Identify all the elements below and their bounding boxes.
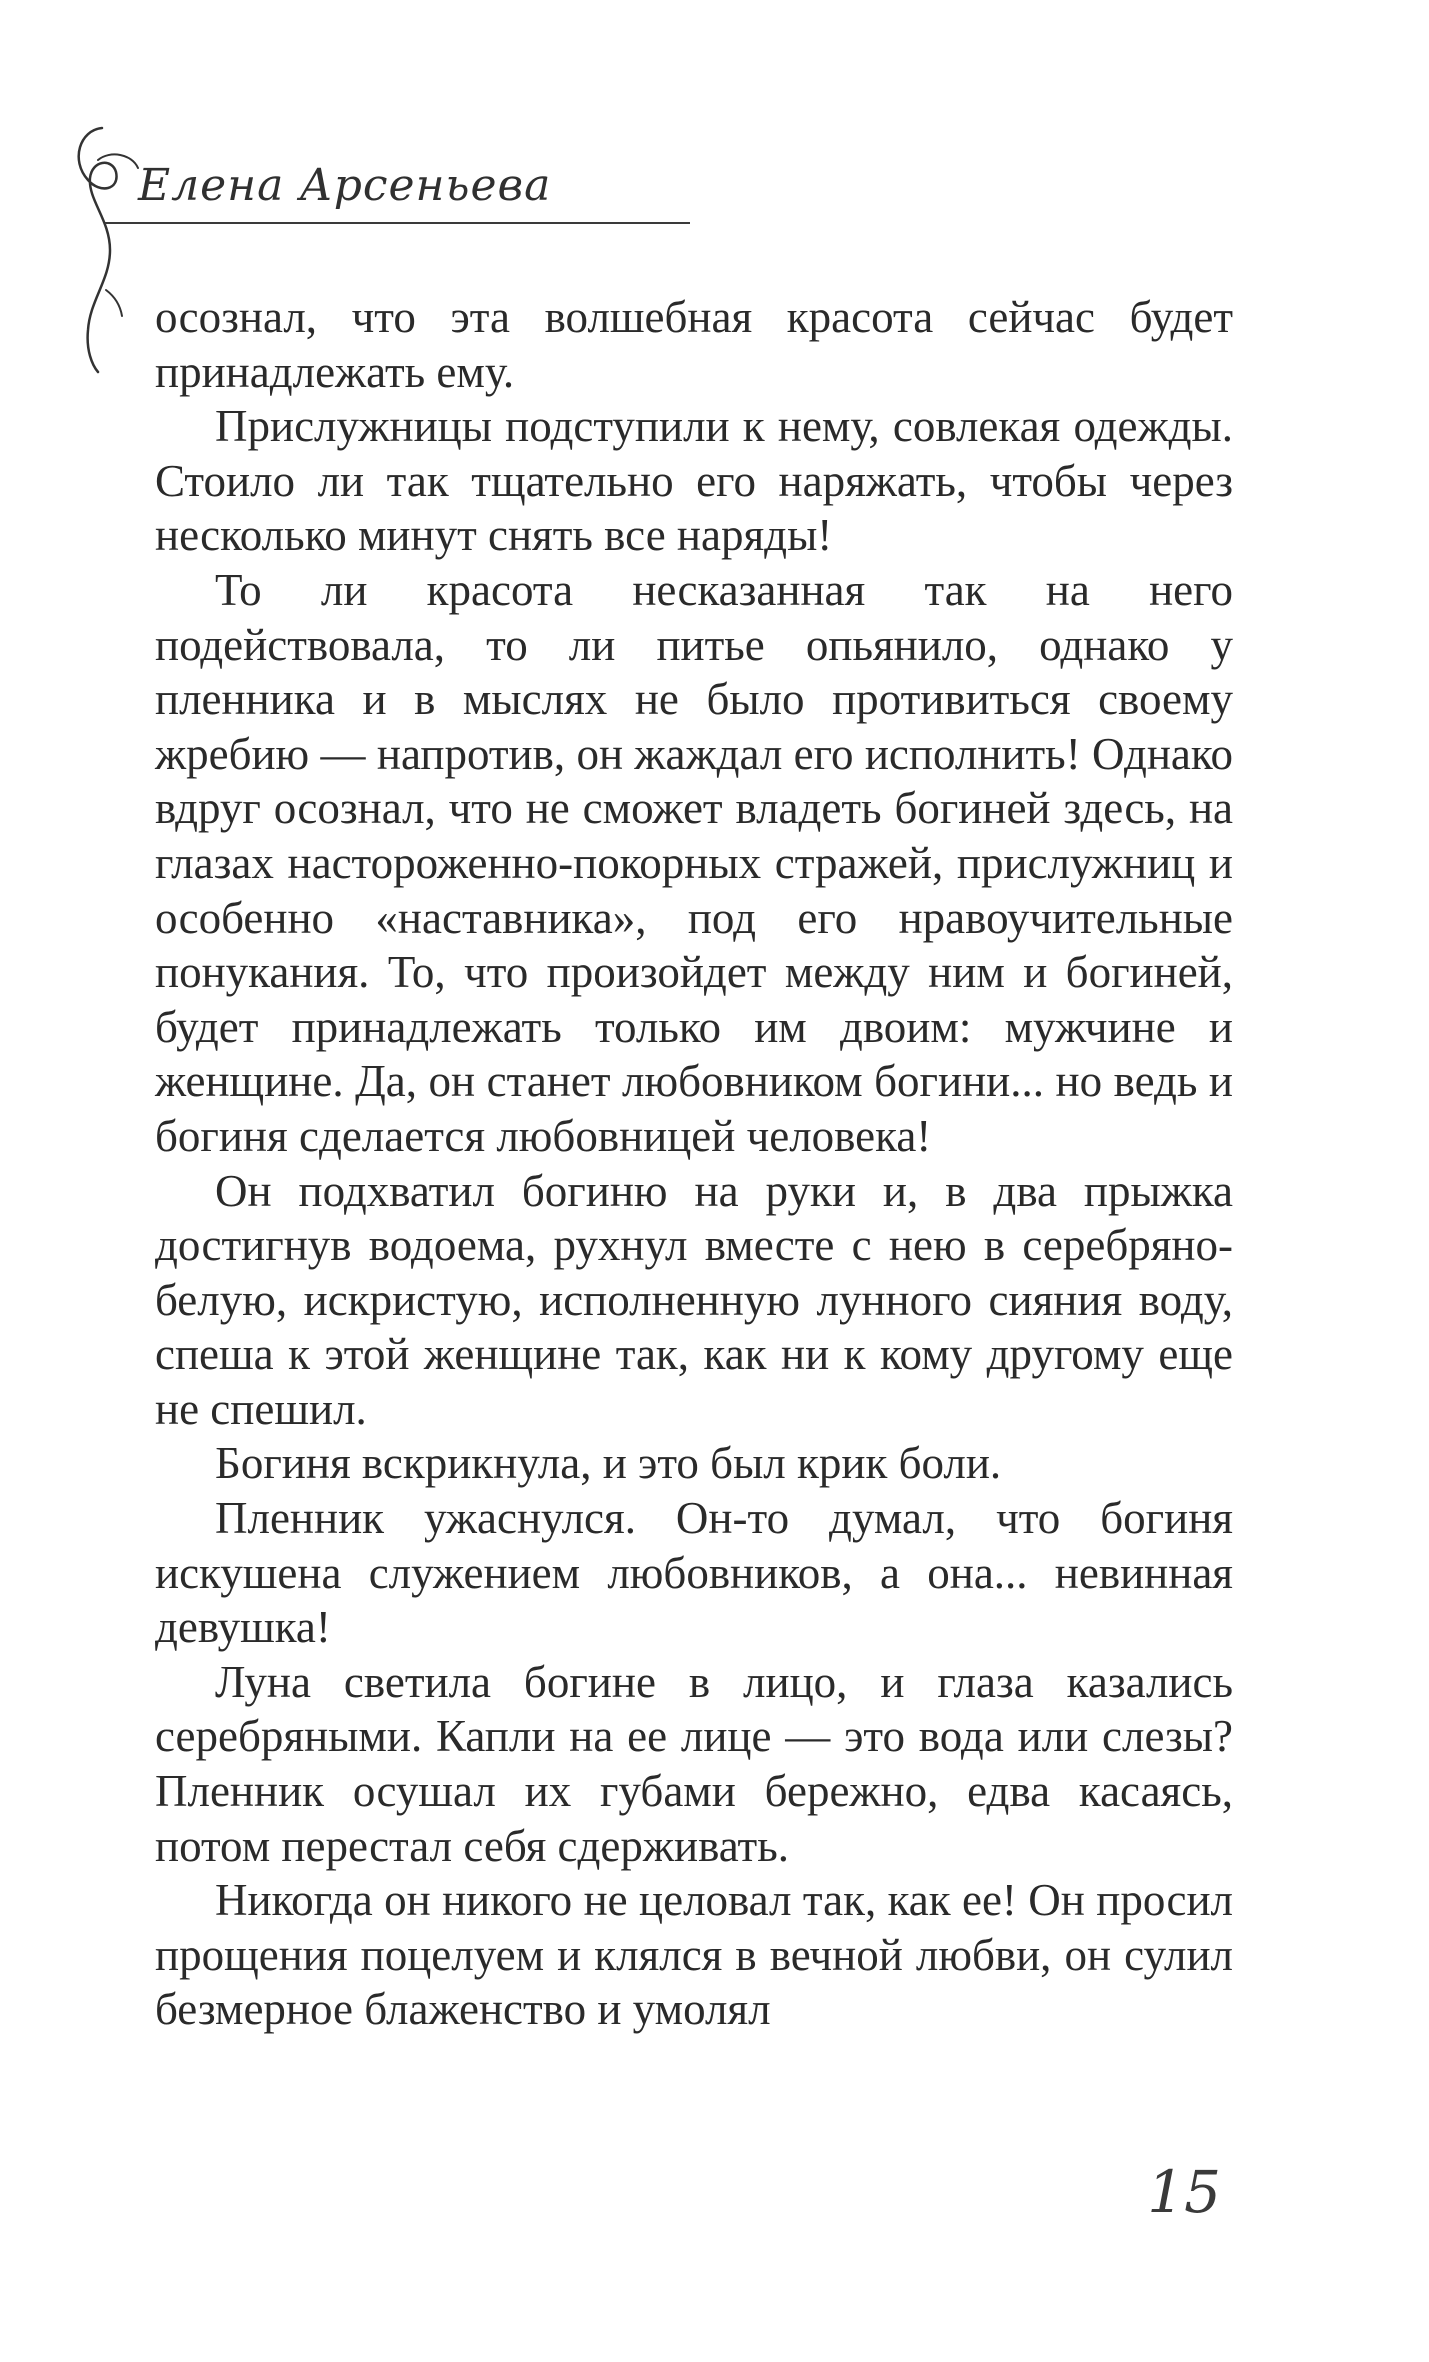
paragraph: Богиня вскрикнула, и это был крик боли. xyxy=(215,1438,1002,1489)
running-header xyxy=(0,0,1429,300)
decorative-flourish-icon xyxy=(40,120,150,380)
body-text xyxy=(155,290,1233,2037)
paragraph: осознал, что эта волшебная красота сейчас будет принадлежать ему. xyxy=(155,292,1233,397)
paragraph: Луна светила богине в лицо, и глаза казались серебряными. Капли на ее лице — это вода или слезы? Пленник осушал их губами бережно, едва касаясь, потом перестал себя сдерживать. xyxy=(155,1656,1233,1871)
paragraph: То ли красота несказанная так на него подействовала, то ли питье опьянило, однако у пленника и в мыслях не было противиться своему жребию — напротив, он жаждал его исполнить! Однако вдруг осознал, что не сможет владеть богиней здесь, на глазах настороженно-покорных стражей, прислужниц и особенно «наставника», под его нравоучительные понукания. То, что произойдет между ним и богиней, будет принадлежать только им двоим: мужчине и женщине. Да, он станет любовником богини... но ведь и богиня сделается любовницей человека! xyxy=(155,564,1233,1161)
header-author-name: Елена Арсеньева xyxy=(138,160,552,211)
page-number: 15 xyxy=(1147,2158,1221,2226)
paragraph: Пленник ужаснулся. Он-то думал, что богиня искушена служением любовников, а она... невинная девушка! xyxy=(155,1493,1233,1653)
paragraph: Прислужницы подступили к нему, совлекая одежды. Стоило ли так тщательно его наряжать, чтобы через несколько минут снять все наряды! xyxy=(155,401,1233,561)
paragraph: Он подхватил богиню на руки и, в два прыжка достигнув водоема, рухнул вместе с нею в серебряно-белую, искристую, исполненную лунного сияния воду, спеша к этой женщине так, как ни к кому другому еще не спешил. xyxy=(155,1165,1233,1434)
paragraph: Никогда он никого не целовал так, как ее! Он просил прощения поцелуем и клялся в вечной любви, он сулил безмерное блаженство и умолял xyxy=(155,1875,1233,2035)
header-rule xyxy=(105,222,690,224)
